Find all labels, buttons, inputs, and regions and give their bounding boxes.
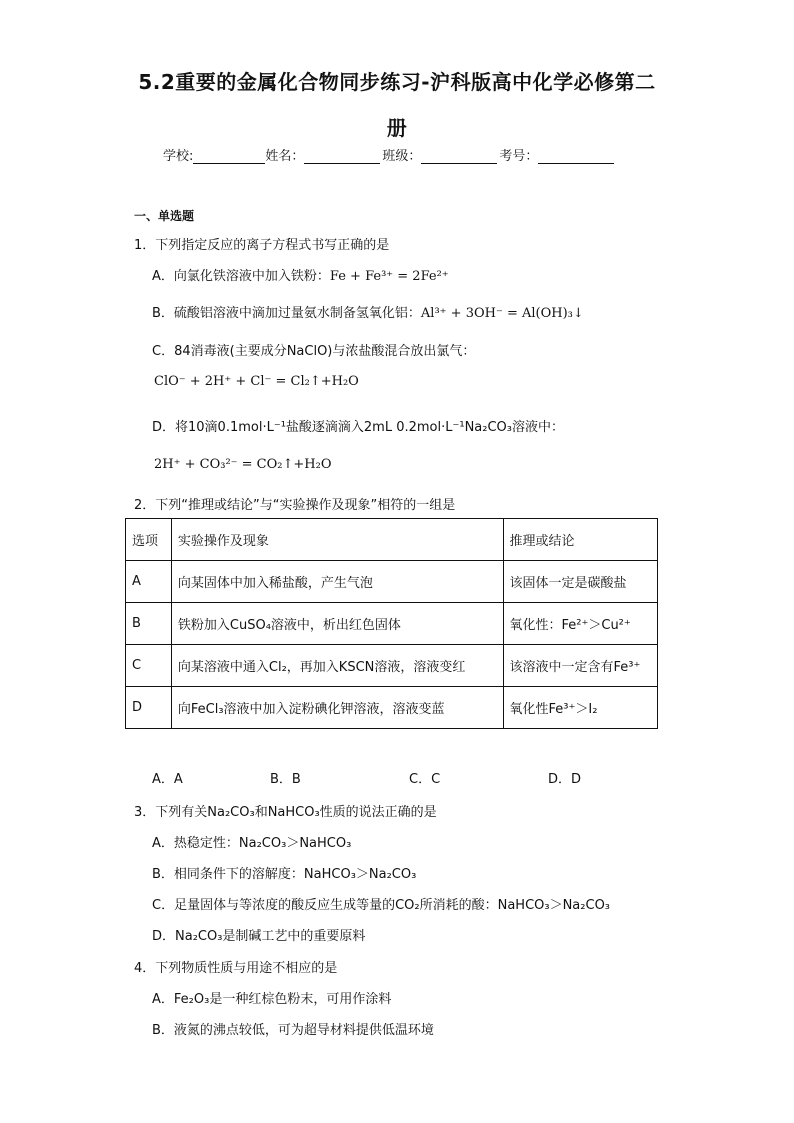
q2-table-row: [126, 603, 658, 645]
q2-row-d-option: D: [126, 687, 172, 729]
q2-header-option: 选项: [126, 519, 172, 561]
q1-option-c-equation: ClO⁻ + 2H⁺ + Cl⁻ = Cl₂↑+H₂O: [154, 374, 359, 389]
q1-option-b-equation: Al³⁺ + 3OH⁻ = Al(OH)₃↓: [420, 306, 584, 321]
q2-table: [125, 518, 658, 729]
q2-row-d-conclusion: 氧化性Fe³⁺＞I₂: [503, 687, 657, 729]
q2-table-row: [126, 561, 658, 603]
q2-table-row: [126, 687, 658, 729]
q4-option-a: A．Fe₂O₃是一种红棕色粉末，可用作涂料: [152, 992, 392, 1007]
school-blank: [193, 149, 265, 164]
q2-row-b-conclusion: 氧化性：Fe²⁺＞Cu²⁺: [503, 603, 657, 645]
q2-row-d-operation: 向FeCl₃溶液中加入淀粉碘化钾溶液，溶液变蓝: [171, 687, 503, 729]
name-label: 姓名：: [265, 149, 305, 164]
class-blank: [421, 149, 497, 164]
number-blank: [538, 149, 614, 164]
q2-table-header-row: [126, 519, 658, 561]
q1-option-c: C．84消毒液(主要成分NaClO)与浓盐酸混合放出氯气：: [152, 344, 476, 359]
class-label: 班级：: [382, 149, 422, 164]
q2-option-b: B．B: [270, 772, 301, 787]
q4-stem: 4．下列物质性质与用途不相应的是: [134, 961, 338, 976]
q2-row-c-operation: 向某溶液中通入Cl₂，再加入KSCN溶液，溶液变红: [171, 645, 503, 687]
student-info-line: [163, 145, 614, 164]
doc-title-line2: 册: [386, 116, 408, 140]
q2-option-c: C．C: [409, 772, 441, 787]
q2-row-c-conclusion: 该溶液中一定含有Fe³⁺: [503, 645, 657, 687]
q2-option-a: A．A: [152, 772, 183, 787]
q2-row-b-option: B: [126, 603, 172, 645]
q2-option-d: D．D: [548, 772, 582, 787]
q2-row-a-option: A: [126, 561, 172, 603]
q2-header-operation: 实验操作及现象: [171, 519, 503, 561]
name-blank: [304, 149, 380, 164]
q2-stem: 2．下列“推理或结论”与“实验操作及现象”相符的一组是: [134, 498, 456, 513]
q1-option-d-equation: 2H⁺ + CO₃²⁻ = CO₂↑+H₂O: [154, 457, 332, 472]
q2-table-row: [126, 645, 658, 687]
q2-row-a-conclusion: 该固体一定是碳酸盐: [503, 561, 657, 603]
q1-option-b-text: B．硫酸铝溶液中滴加过量氨水制备氢氧化铝：: [152, 306, 421, 321]
q1-option-a-text: A．向氯化铁溶液中加入铁粉：: [152, 269, 330, 284]
q1-option-d: D．将10滴0.1mol·L⁻¹盐酸逐滴滴入2mL 0.2mol·L⁻¹Na₂CO₃溶液中：: [152, 420, 564, 435]
section-heading: 一、单选题: [134, 209, 195, 223]
q1-option-b: [152, 302, 584, 321]
q3-option-a: A．热稳定性：Na₂CO₃＞NaHCO₃: [152, 836, 352, 851]
q1-option-a: [152, 265, 449, 284]
q3-option-d: D．Na₂CO₃是制碱工艺中的重要原料: [152, 929, 366, 944]
q1-stem: 1．下列指定反应的离子方程式书写正确的是: [134, 238, 390, 253]
number-label: 考号：: [499, 149, 539, 164]
q2-header-conclusion: 推理或结论: [503, 519, 657, 561]
q3-stem: 3．下列有关Na₂CO₃和NaHCO₃性质的说法正确的是: [134, 805, 437, 820]
school-label: 学校:: [163, 149, 194, 164]
q3-option-c: C．足量固体与等浓度的酸反应生成等量的CO₂所消耗的酸：NaHCO₃＞Na₂CO₃: [152, 898, 611, 913]
q3-option-b: B．相同条件下的溶解度：NaHCO₃＞Na₂CO₃: [152, 867, 417, 882]
q2-row-c-option: C: [126, 645, 172, 687]
q4-option-b: B．液氮的沸点较低，可为超导材料提供低温环境: [152, 1023, 434, 1038]
q2-row-a-operation: 向某固体中加入稀盐酸，产生气泡: [171, 561, 503, 603]
q1-option-a-equation: Fe + Fe³⁺ = 2Fe²⁺: [329, 269, 449, 284]
doc-title-line1: 5.2重要的金属化合物同步练习-沪科版高中化学必修第二: [138, 70, 656, 94]
q2-row-b-operation: 铁粉加入CuSO₄溶液中，析出红色固体: [171, 603, 503, 645]
